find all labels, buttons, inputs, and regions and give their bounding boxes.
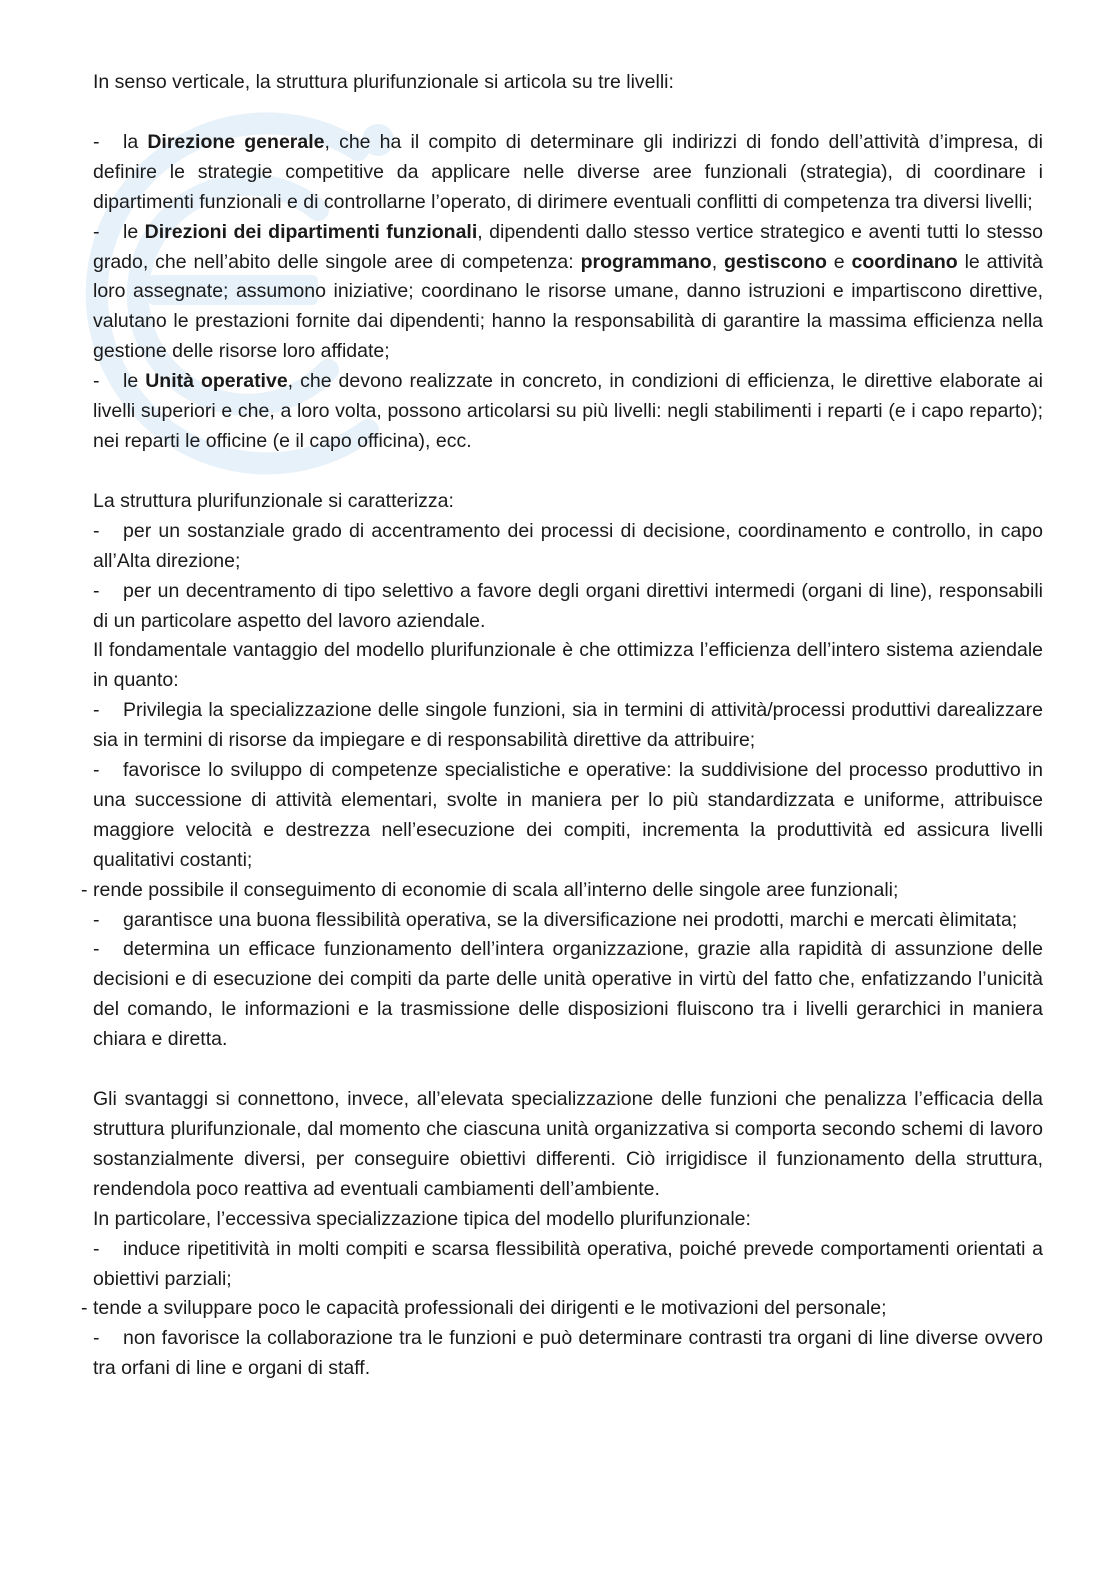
advantages-intro: Il fondamentale vantaggio del modello plurifunzionale è che ottimizza l’efficienza dell’intero sistema aziendale in quanto: bbox=[93, 639, 1043, 692]
term-gestiscono: gestiscono bbox=[723, 250, 827, 273]
term-unita-operative: Unità operative bbox=[145, 370, 288, 393]
list-item: - tende a sviluppare poco le capacità professionali dei dirigenti e le motivazioni del personale; bbox=[81, 1297, 887, 1320]
term-coordinano: coordinano bbox=[851, 250, 958, 273]
list-item: - per un sostanziale grado di accentramento dei processi di decisione, coordinamento e controllo, in capo all’Alta direzione; bbox=[93, 519, 1043, 572]
list-item: - non favorisce la collaborazione tra le funzioni e può determinare contrasti tra organi di line diverse ovvero tra orfani di line e organi di staff. bbox=[93, 1327, 1043, 1380]
list-item: - rende possibile il conseguimento di economie di scala all’interno delle singole aree funzionali; bbox=[81, 878, 899, 901]
intro-paragraph: In senso verticale, la struttura plurifunzionale si articola su tre livelli: bbox=[93, 71, 674, 93]
list-item: - favorisce lo sviluppo di competenze specialistiche e operative: la suddivisione del processo produttivo in una successione di attività elementari, svolte in maniera per lo più standardizzata e uniforme, attribuisce maggiore velocità e destrezza nell’esecuzione dei compiti, incrementa la produttività ed assicura livelli qualitativi costanti; bbox=[93, 759, 1043, 871]
characteristics-intro: La struttura plurifunzionale si caratterizza: bbox=[93, 489, 454, 512]
disadvantages-intro: In particolare, l’eccessiva specializzazione tipica del modello plurifunzionale: bbox=[93, 1207, 751, 1230]
list-item: - induce ripetitività in molti compiti e scarsa flessibilità operativa, poiché prevede comportamenti orientati a obiettivi parziali; bbox=[93, 1237, 1043, 1290]
list-item: - determina un efficace funzionamento dell’intera organizzazione, grazie alla rapidità di assunzione delle decisioni e di esecuzione dei compiti da parte delle unità operative in virtù del fatto che, enfatizzando l’unicità del comando, le informazioni e la trasmissione delle disposizioni fluiscono tra i livelli gerarchici in maniera chiara e diretta. bbox=[93, 938, 1043, 1051]
term-direzione-generale: Direzione generale bbox=[147, 130, 325, 153]
term-programmano: programmano bbox=[580, 250, 712, 273]
list-item: - per un decentramento di tipo selettivo a favore degli organi direttivi intermedi (organi di line), responsabili di un particolare aspetto del lavoro aziendale. bbox=[93, 579, 1043, 632]
list-item: - Privilegia la specializzazione delle singole funzioni, sia in termini di attività/processi produttivi darealizzare sia in termini di risorse da impiegare e di responsabilità direttive da attribuire; bbox=[93, 699, 1043, 752]
document-body bbox=[81, 68, 1043, 1384]
level-item-unita-operative: - le Unità operative, che devono realizzate in concreto, in condizioni di efficienza, le direttive elaborate ai livelli superiori e che, a loro volta, possono articolarsi su più livelli: negli stabilimenti i reparti (e i capo reparto); nei reparti le officine (e il capo officina), ecc. bbox=[93, 370, 1043, 452]
list-item: - garantisce una buona flessibilità operativa, se la diversificazione nei prodotti, marchi e mercati èlimitata; bbox=[93, 908, 1018, 931]
disadvantages-paragraph: Gli svantaggi si connettono, invece, all’elevata specializzazione delle funzioni che penalizza l’efficacia della struttura plurifunzionale, dal momento che ciascuna unità organizzativa si comporta secondo schemi di lavoro sostanzialmente diversi, per conseguire obiettivi differenti. Ciò irrigidisce il funzionamento della struttura, rendendola poco reattiva ad eventuali cambiamenti dell’ambiente. bbox=[93, 1088, 1043, 1200]
level-item-direzioni-dipartimenti: - le Direzioni dei dipartimenti funzionali, dipendenti dallo stesso vertice strategico e aventi tutti lo stesso grado, che nell’abito delle singole aree di competenza: programmano, gestiscono e coordinano le attività loro assegnate; assumono iniziative; coordinano le risorse umane, danno istruzioni e impartiscono direttive, valutano le prestazioni fornite dai dipendenti; hanno la responsabilità di garantire la massima efficienza nella gestione delle risorse loro affidate; bbox=[93, 220, 1043, 363]
term-direzioni-dipartimenti: Direzioni dei dipartimenti funzionali bbox=[144, 220, 478, 243]
level-item-direzione-generale: - la Direzione generale, che ha il compito di determinare gli indirizzi di fondo dell’attività d’impresa, di definire le strategie competitive da applicare nelle diverse aree funzionali (strategia), di coordinare i dipartimenti funzionali e di controllarne l’operato, di dirimere eventuali conflitti di competenza tra diversi livelli; bbox=[93, 130, 1043, 213]
